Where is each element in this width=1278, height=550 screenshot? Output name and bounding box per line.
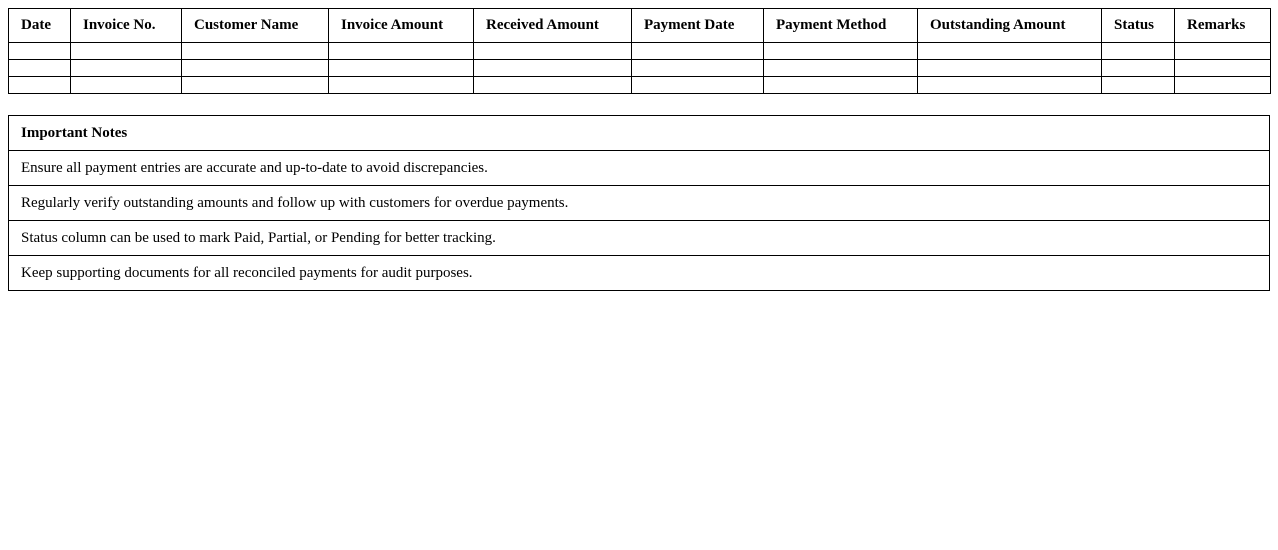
notes-heading: Important Notes bbox=[9, 116, 1270, 151]
payment-ledger-table bbox=[8, 8, 1271, 94]
column-header-payment-method: Payment Method bbox=[764, 9, 918, 43]
table-cell[interactable] bbox=[764, 43, 918, 60]
notes-header-row bbox=[9, 116, 1270, 151]
table-cell[interactable] bbox=[329, 43, 474, 60]
table-cell[interactable] bbox=[1175, 43, 1271, 60]
note-row bbox=[9, 221, 1270, 256]
table-cell[interactable] bbox=[918, 43, 1102, 60]
note-item: Regularly verify outstanding amounts and follow up with customers for overdue payments. bbox=[9, 186, 1270, 221]
table-cell[interactable] bbox=[1175, 77, 1271, 94]
table-cell[interactable] bbox=[764, 60, 918, 77]
table-cell[interactable] bbox=[329, 60, 474, 77]
table-cell[interactable] bbox=[182, 43, 329, 60]
column-header-date: Date bbox=[9, 9, 71, 43]
table-cell[interactable] bbox=[474, 43, 632, 60]
table-cell[interactable] bbox=[9, 43, 71, 60]
column-header-customer-name: Customer Name bbox=[182, 9, 329, 43]
table-cell[interactable] bbox=[182, 60, 329, 77]
column-header-payment-date: Payment Date bbox=[632, 9, 764, 43]
table-row bbox=[9, 43, 1271, 60]
column-header-received-amount: Received Amount bbox=[474, 9, 632, 43]
column-header-invoice-amount: Invoice Amount bbox=[329, 9, 474, 43]
table-cell[interactable] bbox=[474, 77, 632, 94]
table-cell[interactable] bbox=[71, 77, 182, 94]
table-cell[interactable] bbox=[1102, 60, 1175, 77]
table-row bbox=[9, 77, 1271, 94]
table-cell[interactable] bbox=[71, 60, 182, 77]
important-notes-table bbox=[8, 115, 1270, 291]
table-cell[interactable] bbox=[182, 77, 329, 94]
table-cell[interactable] bbox=[632, 77, 764, 94]
table-header-row bbox=[9, 9, 1271, 43]
table-cell[interactable] bbox=[632, 43, 764, 60]
note-row bbox=[9, 151, 1270, 186]
table-cell[interactable] bbox=[9, 77, 71, 94]
table-cell[interactable] bbox=[764, 77, 918, 94]
note-row bbox=[9, 186, 1270, 221]
table-cell[interactable] bbox=[1175, 60, 1271, 77]
note-item: Status column can be used to mark Paid, Partial, or Pending for better tracking. bbox=[9, 221, 1270, 256]
column-header-invoice-no: Invoice No. bbox=[71, 9, 182, 43]
table-cell[interactable] bbox=[474, 60, 632, 77]
column-header-remarks: Remarks bbox=[1175, 9, 1271, 43]
note-item: Ensure all payment entries are accurate and up-to-date to avoid discrepancies. bbox=[9, 151, 1270, 186]
note-item: Keep supporting documents for all reconciled payments for audit purposes. bbox=[9, 256, 1270, 291]
table-row bbox=[9, 60, 1271, 77]
table-cell[interactable] bbox=[918, 77, 1102, 94]
column-header-outstanding-amount: Outstanding Amount bbox=[918, 9, 1102, 43]
table-cell[interactable] bbox=[1102, 43, 1175, 60]
table-cell[interactable] bbox=[329, 77, 474, 94]
table-cell[interactable] bbox=[632, 60, 764, 77]
table-cell[interactable] bbox=[71, 43, 182, 60]
column-header-status: Status bbox=[1102, 9, 1175, 43]
note-row bbox=[9, 256, 1270, 291]
table-cell[interactable] bbox=[1102, 77, 1175, 94]
table-cell[interactable] bbox=[918, 60, 1102, 77]
table-cell[interactable] bbox=[9, 60, 71, 77]
